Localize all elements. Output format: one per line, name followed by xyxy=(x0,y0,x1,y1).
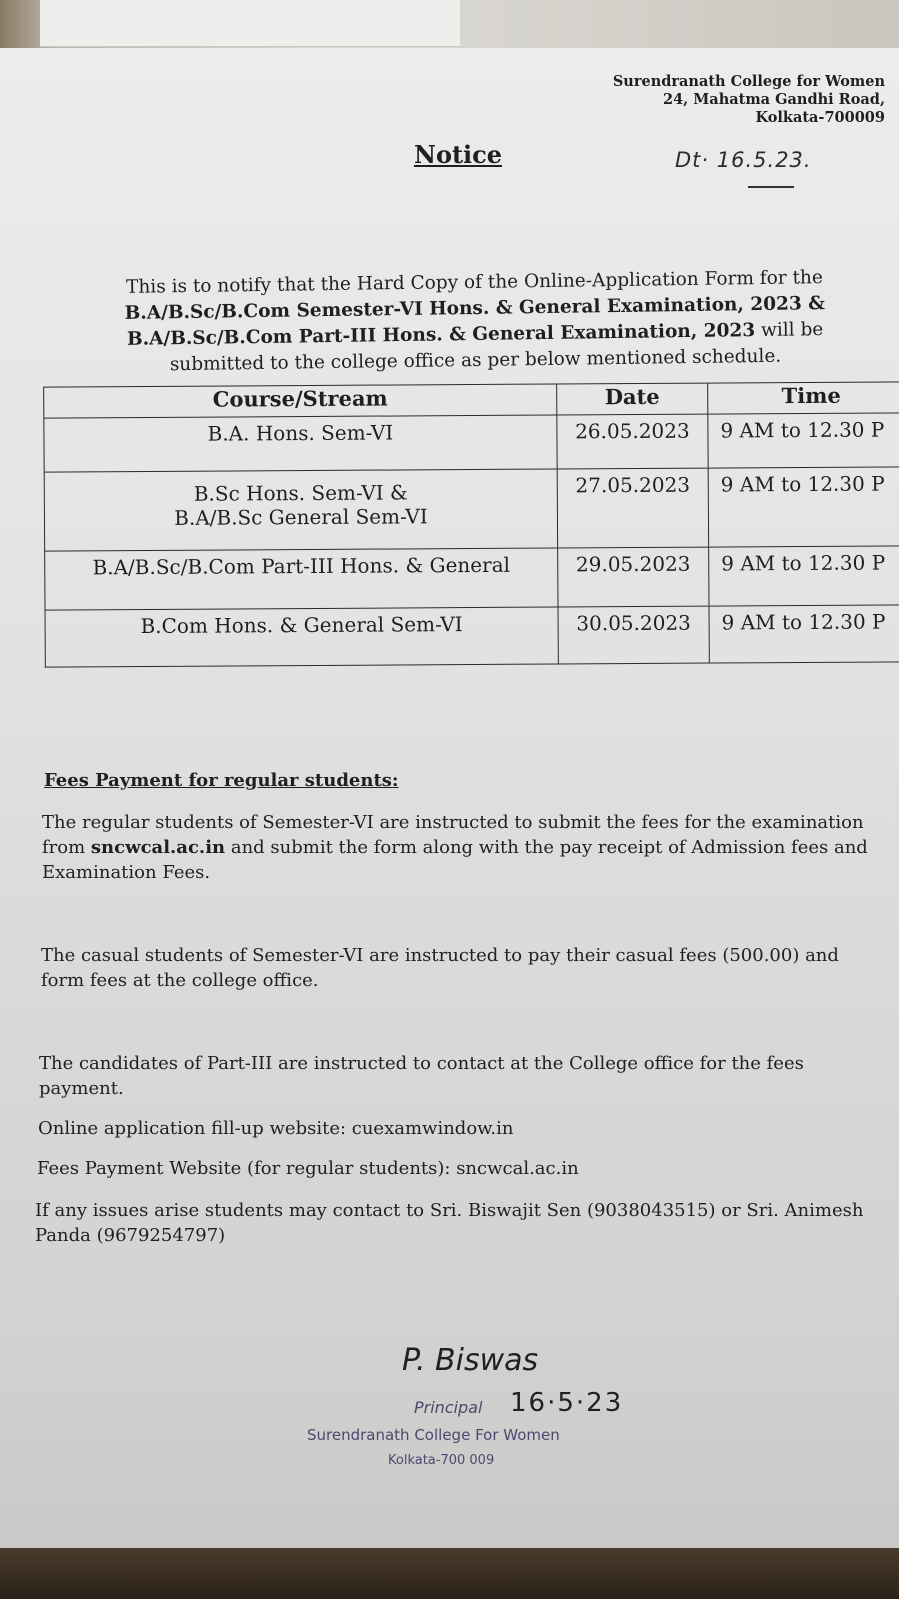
row-time xyxy=(708,413,899,468)
table-row xyxy=(44,467,899,551)
background-surface-bottom xyxy=(0,1548,899,1599)
row-date xyxy=(557,414,708,469)
row-date xyxy=(558,547,709,607)
table-row xyxy=(45,605,899,667)
intro-line-3-rest: will be xyxy=(755,319,824,342)
intro-line-1: This is to notify that the Hard Copy of the Online-Application Form for the xyxy=(125,267,823,298)
row-time xyxy=(708,467,899,547)
fees-website-link: sncwcal.ac.in xyxy=(90,837,226,858)
fees-paragraph-part3: The candidates of Part-III are instructed to contact at the College office for the fees payment. xyxy=(39,1053,804,1099)
table-row xyxy=(44,413,899,472)
college-city: Kolkata-700009 xyxy=(755,109,885,126)
fees-p1-rest: and submit the form along with the pay receipt of Admission fees and Examination Fees. xyxy=(42,837,868,883)
signature-date: 16·5·23 xyxy=(510,1388,624,1418)
date-text: 26.05.2023 xyxy=(575,418,690,444)
stamp-city: Kolkata-700 009 xyxy=(388,1453,495,1468)
time-text: 9 AM to 12.30 P xyxy=(720,417,885,443)
date-text: 30.05.2023 xyxy=(576,610,691,636)
time-text: 9 AM to 12.30 P xyxy=(720,471,885,497)
fees-paragraph-casual: The casual students of Semester-VI are instructed to pay their casual fees (500.00) and form fees at the college office. xyxy=(41,945,839,991)
course-line-2: B.A/B.Sc General Sem-VI xyxy=(174,504,428,530)
course-text: B.Com Hons. & General Sem-VI xyxy=(140,612,463,639)
principal-signature: P. Biswas xyxy=(402,1343,539,1378)
row-course xyxy=(44,415,557,472)
fees-p1-text: The regular students of Semester-VI are instructed to submit the fees for the examination from xyxy=(42,812,864,858)
handwritten-date: Dt· 16.5.23. xyxy=(675,148,812,172)
course-text: B.A. Hons. Sem-VI xyxy=(207,420,394,446)
stamp-college: Surendranath College For Women xyxy=(307,1426,560,1444)
college-name: Surendranath College for Women xyxy=(612,73,885,90)
time-text: 9 AM to 12.30 P xyxy=(721,609,886,635)
header-course: Course/Stream xyxy=(44,384,557,418)
course-line-1: B.Sc Hons. Sem-VI & xyxy=(193,480,408,506)
background-paper xyxy=(40,0,460,47)
table-row xyxy=(45,546,899,610)
course-text xyxy=(45,469,557,530)
header-date: Date xyxy=(557,383,708,415)
row-date xyxy=(557,468,708,548)
intro-paragraph xyxy=(84,265,865,380)
course-text: B.A/B.Sc/B.Com Part-III Hons. & General xyxy=(92,552,511,580)
fees-heading: Fees Payment for regular students: xyxy=(44,770,399,791)
schedule-table xyxy=(43,381,899,667)
intro-line-4: submitted to the college office as per below mentioned schedule. xyxy=(169,345,782,376)
fees-payment-website: Fees Payment Website (for regular students): sncwcal.ac.in xyxy=(37,1158,579,1179)
notice-document xyxy=(0,48,899,1548)
online-application-website: Online application fill-up website: cuexamwindow.in xyxy=(38,1118,514,1139)
college-address-block xyxy=(613,73,885,127)
contact-paragraph: If any issues arise students may contact to Sri. Biswajit Sen (9038043515) or Sri. Animesh Panda (9679254797) xyxy=(35,1200,864,1246)
header-time: Time xyxy=(708,382,899,414)
date-text: 27.05.2023 xyxy=(575,472,691,498)
handwritten-underline xyxy=(748,186,794,188)
notice-title: Notice xyxy=(414,140,503,169)
date-text: 29.05.2023 xyxy=(575,551,691,577)
row-course xyxy=(45,607,558,667)
fees-paragraph-regular xyxy=(42,810,872,885)
intro-line-2: B.A/B.Sc/B.Com Semester-VI Hons. & General Examination, 2023 & xyxy=(124,293,826,324)
row-course xyxy=(45,548,558,610)
college-street: 24, Mahatma Gandhi Road, xyxy=(662,91,885,108)
stamp-role: Principal xyxy=(414,1398,483,1417)
intro-line-3-bold: B.A/B.Sc/B.Com Part-III Hons. & General Examination, 2023 xyxy=(126,320,756,350)
row-time xyxy=(709,605,899,663)
row-time xyxy=(709,546,899,606)
row-date xyxy=(558,606,709,664)
time-text: 9 AM to 12.30 P xyxy=(721,550,886,576)
row-course xyxy=(44,469,557,551)
